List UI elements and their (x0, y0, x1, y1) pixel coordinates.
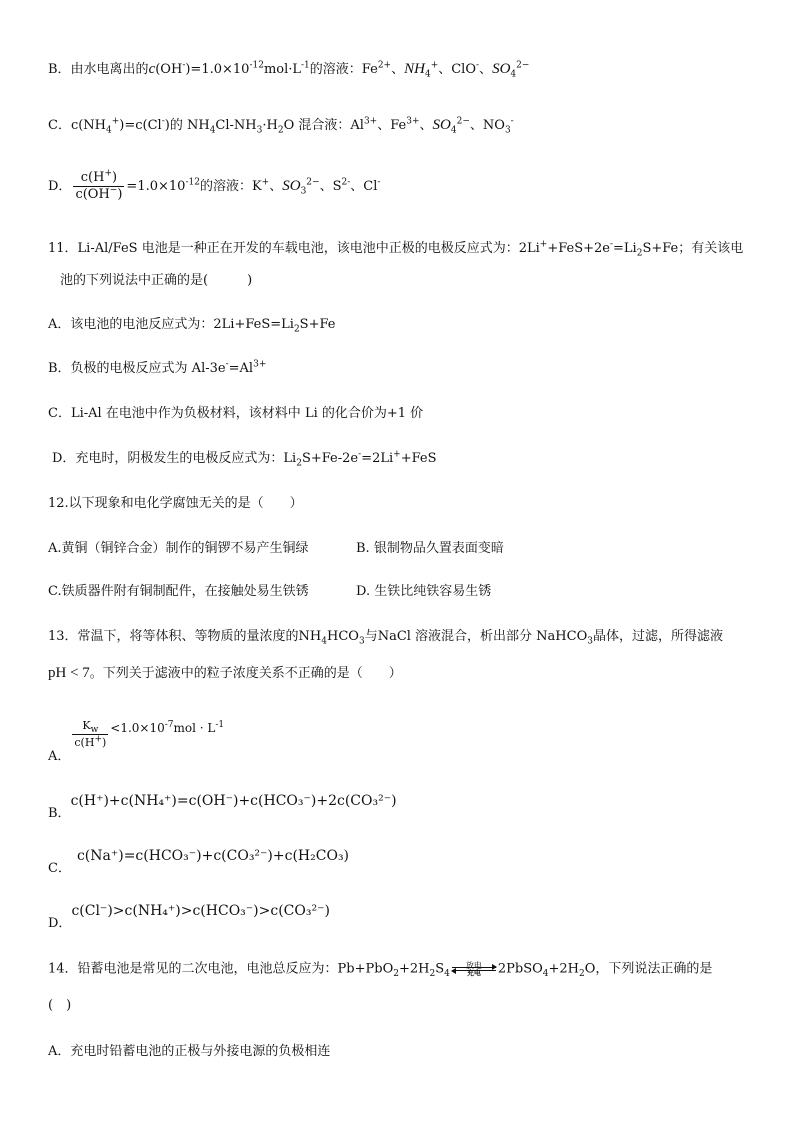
sup: -1 (301, 60, 310, 71)
sub: 3 (587, 636, 593, 647)
text: 13．常温下，将等体积、等物质的量浓度的NH (48, 629, 322, 644)
ph-condition: pH < 7 (48, 665, 90, 681)
sup: 3+ (406, 116, 420, 127)
text: +2H (398, 961, 430, 977)
sup: 2- (341, 177, 351, 188)
sup: -12 (185, 177, 200, 188)
text: 2PbSO (497, 961, 543, 977)
sup: -1 (215, 720, 225, 730)
text: 、 (391, 62, 405, 77)
ion-so4: SO (432, 117, 451, 133)
text: HCO (327, 629, 359, 644)
sub: 4 (510, 69, 517, 80)
sup: + (94, 734, 102, 745)
text: 与NaCl 溶液混合，析出部分 NaHCO (364, 629, 588, 644)
sup: + (104, 168, 113, 179)
text: O，下列说法正确的是 (584, 961, 713, 977)
text: Cl-NH (215, 118, 257, 133)
q12-option-b (356, 540, 504, 558)
text: B．由水电离出的 (48, 62, 149, 77)
text: ) (112, 170, 118, 185)
text: 。下列关于滤液中的粒子浓度关系不正确的是（ ） (89, 666, 402, 681)
denominator: c(OH (75, 187, 110, 202)
q14-option-a (48, 1043, 330, 1061)
ion-so3: SO (282, 178, 301, 194)
text: 晶体，过滤，所得滤液 (592, 629, 723, 644)
sup: - (358, 449, 362, 460)
sup: - (182, 60, 186, 71)
text: =Li (613, 241, 637, 256)
sup: - (377, 177, 381, 188)
text: S+Fe；有关该电 (642, 241, 744, 256)
q13-option-a (48, 718, 225, 764)
q13-option-d (48, 902, 330, 931)
text: 11．Li-Al/FeS 电池是一种正在开发的车载电池，该电池中正极的电极反应式为：2Li (48, 241, 540, 256)
sup: 2− (516, 60, 530, 71)
q12-option-a (48, 540, 309, 558)
numerator: K (82, 719, 91, 732)
sup: - (510, 116, 514, 127)
sub: 4 (444, 969, 450, 980)
text: 、ClO (438, 62, 476, 77)
text: )的 NH (164, 118, 210, 133)
sub: 2 (296, 458, 302, 469)
text: <1.0×10 (110, 721, 165, 735)
sup: - (609, 239, 614, 250)
text: S+Fe-2e (301, 451, 359, 466)
text: C.铁质器件附有铜制配件，在接触处易生铁锈 (48, 584, 309, 599)
text: B. 银制物品久置表面变暗 (356, 541, 504, 556)
q10-option-d (48, 170, 380, 203)
text: 12.以下现象和电化学腐蚀无关的是（ ） (48, 496, 303, 511)
text: S (435, 961, 445, 977)
text: 、S (319, 179, 342, 194)
text: 、 (419, 118, 433, 133)
sub: 2 (636, 248, 643, 259)
q10-option-b (48, 60, 529, 79)
q11-option-b (48, 360, 266, 378)
text: ) (117, 187, 123, 202)
text: 、NO (469, 118, 505, 133)
text: 14．铅蓄电池是常见的二次电池，电池总反应为：Pb+PbO (48, 961, 394, 977)
text: S+Fe (299, 317, 336, 332)
numerator: c(H (80, 170, 105, 185)
sup: - (225, 359, 229, 370)
text: 、Fe (377, 118, 407, 133)
q14-stem-line2 (48, 997, 71, 1015)
text: 的溶液：Fe (309, 62, 378, 77)
sub: 3 (256, 125, 263, 136)
sub: 4 (209, 125, 216, 136)
sup: + (393, 449, 401, 460)
label: C． (48, 861, 71, 876)
sub: 2 (579, 969, 585, 980)
text: mol · L (173, 721, 216, 735)
expression: c(Cl⁻)>c(NH₄⁺)>c(HCO₃⁻)>c(CO₃²⁻) (71, 903, 330, 919)
sup: - (161, 116, 165, 127)
sup: 3+ (253, 359, 267, 370)
text: =Al (228, 361, 254, 376)
reversible-arrow (452, 960, 496, 978)
label: B． (48, 806, 71, 821)
sup: + (539, 239, 548, 250)
denominator: c(H (74, 736, 95, 749)
text: O 混合液：Al (283, 118, 364, 133)
text: ) (101, 736, 107, 749)
q12-option-c (48, 583, 309, 601)
q13-option-b (48, 792, 397, 821)
text: =1.0×10 (126, 179, 186, 194)
sup: - (476, 60, 480, 71)
sup: -7 (164, 720, 174, 730)
sup: 3+ (363, 116, 378, 127)
expression: c(H⁺)+c(NH₄⁺)=c(OH⁻)+c(HCO₃⁻)+2c(CO₃²⁻) (70, 793, 397, 809)
arrow-label-discharge: 放电 (465, 961, 482, 970)
q13-stem-line2 (48, 664, 402, 683)
text: C．Li-Al 在电池中作为负极材料，该材料中 Li 的化合价为+1 价 (48, 406, 424, 421)
sub: w (90, 725, 99, 736)
text: 、 (269, 179, 283, 194)
sub: 2 (293, 324, 300, 335)
sup: 2− (306, 177, 320, 188)
text: C．c(NH (48, 118, 107, 133)
sub: 4 (450, 125, 457, 136)
label: A． (48, 749, 71, 764)
fraction (73, 170, 124, 203)
text: D. 生铁比纯铁容易生锈 (356, 584, 492, 599)
q13-option-c (48, 847, 350, 876)
q14-stem-line1 (48, 960, 712, 979)
sup: + (111, 116, 120, 127)
sup: − (109, 185, 118, 196)
sub: 4 (321, 636, 327, 647)
text: mol·L (263, 62, 302, 77)
sub: 4 (106, 125, 112, 136)
text: 、 (479, 62, 493, 77)
text: ( ) (48, 998, 72, 1013)
sub: 3 (358, 636, 365, 647)
q11-stem-line1 (48, 240, 743, 258)
q13-stem-line1 (48, 628, 723, 646)
sup: + (430, 60, 439, 71)
text: )=c(Cl (119, 118, 162, 133)
text: A．充电时铅蓄电池的正极与外接电源的负极相连 (48, 1044, 331, 1059)
q11-option-a (48, 316, 335, 334)
text: 的溶液：K (199, 179, 262, 194)
sup: -12 (249, 60, 264, 71)
q12-stem (48, 495, 303, 513)
sub: 4 (424, 69, 431, 80)
text: D． (48, 179, 72, 194)
label: D． (48, 916, 72, 931)
text: 池的下列说法中正确的是( ) (60, 273, 253, 288)
sub: 3 (300, 186, 307, 197)
fraction (72, 718, 108, 751)
text: 、Cl (350, 179, 378, 194)
sub: 2 (393, 969, 399, 980)
sup: 2− (456, 116, 470, 127)
sup: + (261, 177, 270, 188)
expression: c(Na⁺)=c(HCO₃⁻)+c(CO₃²⁻)+c(H₂CO₃) (76, 848, 350, 864)
text: +2H (548, 961, 580, 977)
sup: 2+ (377, 60, 392, 71)
text: =2Li (361, 451, 394, 466)
q11-option-c (48, 405, 423, 423)
sub: 2 (429, 969, 436, 980)
ion-so4: SO (492, 61, 511, 77)
sub: 4 (542, 969, 549, 980)
ion-nh4: NH (404, 61, 425, 77)
text: A．该电池的电池反应式为：2Li+FeS=Li (48, 317, 294, 332)
text: ·H (262, 118, 278, 133)
text: +FeS (400, 451, 437, 466)
text: (OH (155, 62, 183, 77)
text: +FeS+2e (547, 241, 610, 256)
q11-option-d (52, 450, 437, 468)
arrow-label-charge: 充电 (466, 968, 481, 977)
q11-stem-line2 (60, 272, 252, 290)
q12-option-d (356, 583, 491, 601)
sub: 3 (504, 125, 511, 136)
var-c: c (148, 61, 156, 77)
sub: 2 (277, 125, 284, 136)
text: B．负极的电极反应式为 Al-3e (48, 361, 226, 376)
text: D．充电时，阴极发生的电极反应式为：Li (52, 451, 297, 466)
q10-option-c (48, 116, 514, 135)
text: )=1.0×10 (185, 62, 250, 77)
text: A.黄铜（铜锌合金）制作的铜锣不易产生铜绿 (48, 541, 309, 556)
